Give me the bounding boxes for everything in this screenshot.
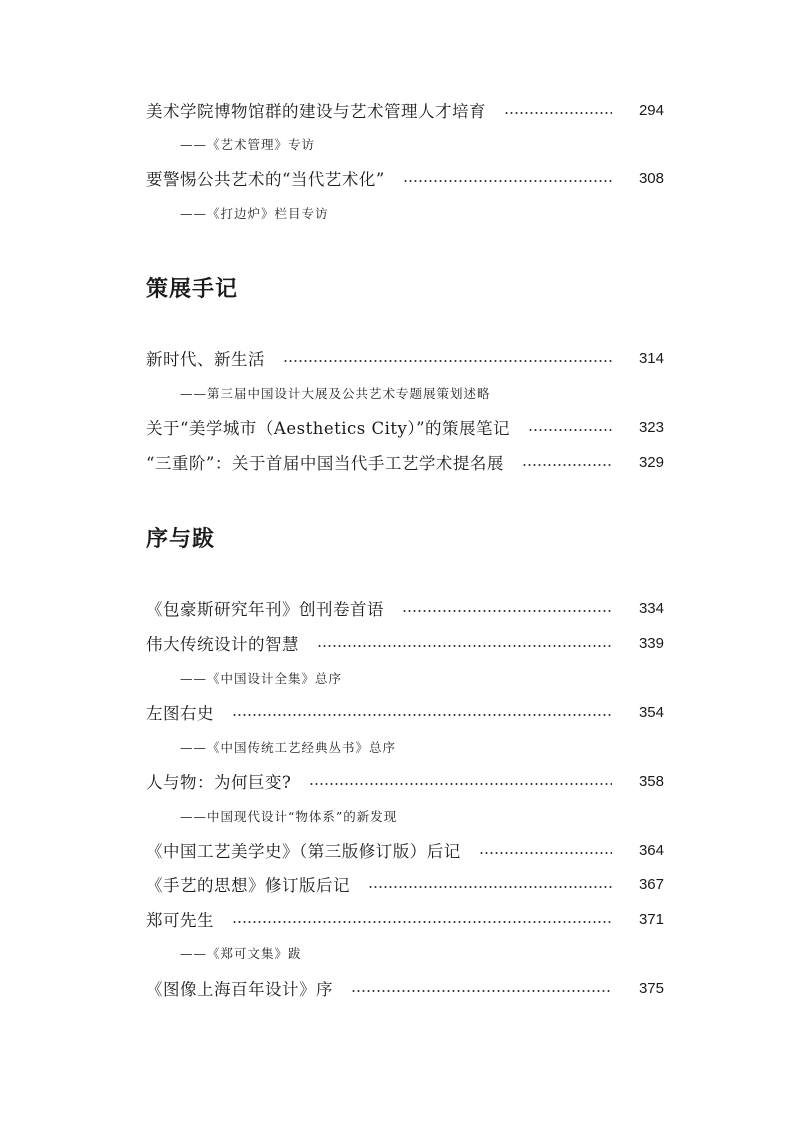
toc-entry[interactable] xyxy=(146,907,664,931)
dot-leader xyxy=(403,180,612,182)
toc-entry-title: 左图右史 xyxy=(146,704,214,723)
toc-entry-title: 《图像上海百年设计》序 xyxy=(146,980,333,999)
toc-entry-page: 358 xyxy=(638,772,664,790)
dot-leader xyxy=(351,990,612,992)
toc-entry[interactable] xyxy=(146,838,664,862)
toc-entry[interactable] xyxy=(146,166,664,190)
toc-entry-subtitle: ——《郑可文集》跋 xyxy=(180,946,302,961)
toc-entry-page: 323 xyxy=(638,418,664,436)
toc-entry-page: 329 xyxy=(638,453,664,471)
toc-entry-subtitle: ——《中国传统工艺经典丛书》总序 xyxy=(180,740,397,755)
dot-leader xyxy=(317,645,612,647)
toc-entry-page: 294 xyxy=(638,101,664,119)
toc-entry-page: 334 xyxy=(638,599,664,617)
dot-leader xyxy=(504,112,612,114)
dot-leader xyxy=(283,360,612,362)
toc-entry-title: 伟大传统设计的智慧 xyxy=(146,635,299,654)
dot-leader xyxy=(479,852,612,854)
toc-entry-title: “三重阶”：关于首届中国当代手工艺学术提名展 xyxy=(146,454,504,473)
toc-entry-page: 364 xyxy=(638,841,664,859)
toc-entry-subtitle: ——中国现代设计“物体系”的新发现 xyxy=(180,809,398,824)
dot-leader xyxy=(522,464,612,466)
toc-entry-title: 新时代、新生活 xyxy=(146,350,265,369)
section-heading: 策展手记 xyxy=(146,276,239,302)
toc-entry[interactable] xyxy=(146,596,664,620)
toc-entry-title: 《手艺的思想》修订版后记 xyxy=(146,876,350,895)
toc-entry-subtitle: ——《打边炉》栏目专访 xyxy=(180,206,329,221)
toc-entry[interactable] xyxy=(146,98,664,122)
toc-entry-subtitle: ——第三届中国设计大展及公共艺术专题展策划述略 xyxy=(180,386,491,401)
toc-entry-title: 美术学院博物馆群的建设与艺术管理人才培育 xyxy=(146,102,486,121)
toc-entry-title: 《包豪斯研究年刊》创刊卷首语 xyxy=(146,600,384,619)
toc-entry-subtitle: ——《中国设计全集》总序 xyxy=(180,671,343,686)
dot-leader xyxy=(528,429,612,431)
toc-entry-page: 375 xyxy=(638,979,664,997)
toc-entry[interactable] xyxy=(146,450,664,474)
toc-entry[interactable] xyxy=(146,872,664,896)
section-heading: 序与跋 xyxy=(146,526,216,552)
dot-leader xyxy=(309,783,612,785)
toc-entry-subtitle: ——《艺术管理》专访 xyxy=(180,137,316,152)
toc-entry-title: 《中国工艺美学史》（第三版修订版）后记 xyxy=(146,842,461,861)
toc-entry-title: 郑可先生 xyxy=(146,911,214,930)
toc-entry[interactable] xyxy=(146,700,664,724)
toc-entry-page: 339 xyxy=(638,634,664,652)
toc-entry-title: 要警惕公共艺术的“当代艺术化” xyxy=(146,170,385,189)
toc-entry[interactable] xyxy=(146,346,664,370)
toc-entry[interactable] xyxy=(146,769,664,793)
toc-entry-title: 人与物：为何巨变? xyxy=(146,773,292,792)
toc-entry-page: 354 xyxy=(638,703,664,721)
toc-entry-page: 371 xyxy=(638,910,664,928)
dot-leader xyxy=(232,921,612,923)
dot-leader xyxy=(368,886,612,888)
toc-entry[interactable] xyxy=(146,976,664,1000)
toc-entry[interactable] xyxy=(146,631,664,655)
toc-entry-title: 关于“美学城市（Aesthetics City）”的策展笔记 xyxy=(146,419,511,438)
dot-leader xyxy=(402,610,612,612)
toc-entry-page: 314 xyxy=(638,349,664,367)
toc-entry[interactable] xyxy=(146,415,664,439)
toc-entry-page: 367 xyxy=(638,875,664,893)
toc-entry-page: 308 xyxy=(638,169,664,187)
dot-leader xyxy=(232,714,612,716)
